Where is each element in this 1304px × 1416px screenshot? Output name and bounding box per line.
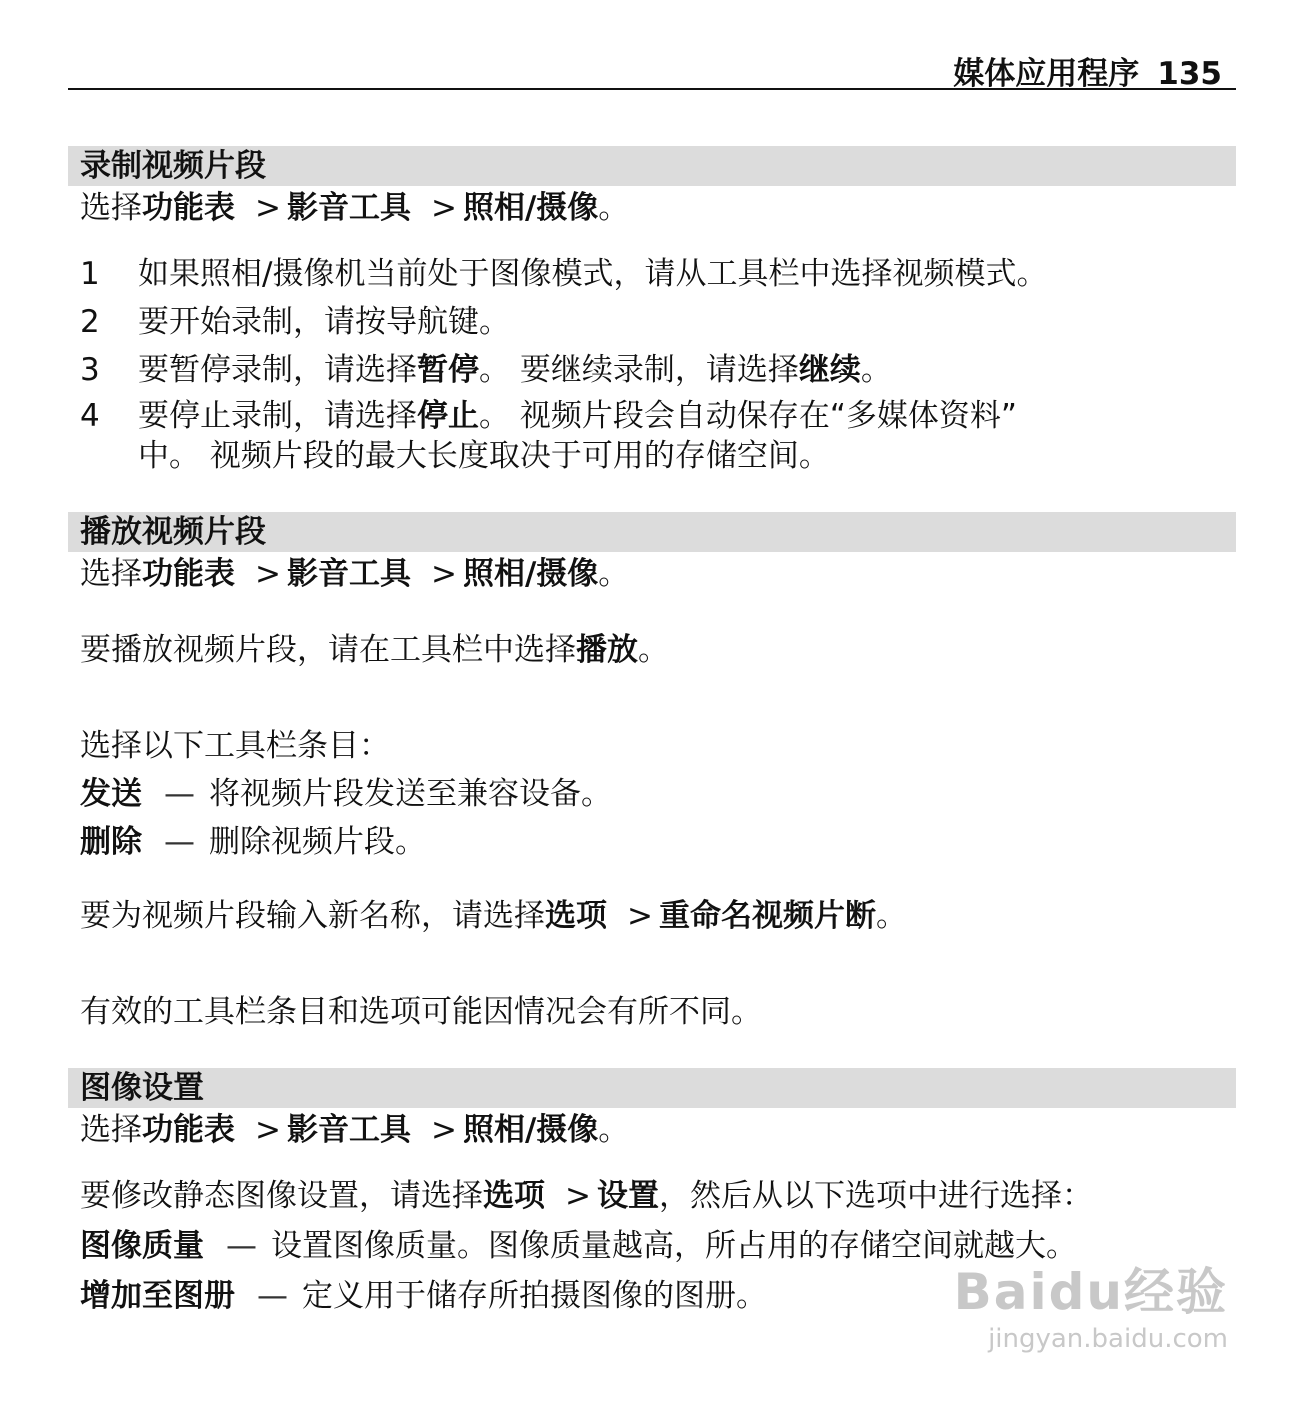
list-item	[68, 300, 1236, 344]
nav-tools: 影音工具	[286, 190, 411, 226]
step-text: 中。 视频片段的最大长度取决于可用的存储空间。	[138, 438, 830, 474]
step-text: 要暂停录制，请选择	[138, 352, 417, 388]
description: 定义用于储存所拍摄图像的图册。	[302, 1278, 767, 1314]
definition-item	[68, 772, 1236, 816]
text: 。	[875, 898, 907, 934]
step-text: 。 视频片段会自动保存在“多媒体资料”	[479, 398, 1017, 434]
nav-menu: 功能表	[142, 556, 235, 592]
paragraph	[68, 628, 1236, 672]
description: 设置图像质量。图像质量越高，所占用的存储空间就越大。	[271, 1228, 1077, 1264]
section-heading-image: 图像设置	[68, 1068, 1236, 1108]
paragraph	[68, 1174, 1236, 1218]
nav-choose: 选择	[80, 556, 142, 592]
nav-sep: >	[565, 1178, 591, 1214]
term: 设置	[596, 1178, 659, 1214]
description: 删除视频片段。	[209, 824, 426, 860]
nav-sep: >	[430, 556, 457, 592]
section-heading-play: 播放视频片段	[68, 512, 1236, 552]
page-content	[68, 146, 1236, 1318]
nav-choose: 选择	[80, 190, 142, 226]
dash: —	[164, 776, 195, 812]
nav-tools: 影音工具	[286, 556, 411, 592]
nav-path	[68, 1108, 1236, 1152]
page-header	[68, 44, 1236, 90]
step-term: 停止	[417, 398, 479, 434]
nav-sep: >	[627, 898, 653, 934]
step-number: 3	[80, 352, 100, 388]
nav-camera: 照相/摄像	[462, 190, 599, 226]
text: 要播放视频片段，请在工具栏中选择	[80, 632, 576, 668]
dash: —	[226, 1228, 257, 1264]
step-number: 4	[80, 398, 100, 434]
step-text: 。	[860, 352, 892, 388]
description: 将视频片段发送至兼容设备。	[209, 776, 612, 812]
nav-sep: >	[255, 190, 281, 226]
list-item	[68, 348, 1236, 392]
term: 选项	[483, 1178, 545, 1214]
text: ，然后从以下选项中进行选择：	[658, 1178, 1093, 1214]
text: 。	[638, 632, 669, 668]
term: 增加至图册	[80, 1278, 235, 1314]
paragraph	[68, 894, 1236, 938]
nav-tools: 影音工具	[286, 1112, 411, 1148]
header-title-area	[953, 48, 1222, 93]
nav-sep: >	[255, 1112, 281, 1148]
definition-item	[68, 1224, 1236, 1268]
term: 图像质量	[80, 1228, 204, 1264]
text: 要为视频片段输入新名称，请选择	[80, 898, 545, 934]
watermark-url: jingyan.baidu.com	[988, 1324, 1228, 1354]
nav-sep: >	[430, 1112, 457, 1148]
step-text: 要开始录制，请按导航键。	[138, 304, 510, 340]
step-number: 1	[80, 256, 100, 292]
list-item	[68, 396, 1236, 476]
paragraph: 有效的工具栏条目和选项可能因情况会有所不同。	[80, 994, 762, 1030]
nav-path	[68, 552, 1236, 596]
definition-item	[68, 820, 1236, 864]
page-number: 135	[1157, 56, 1222, 92]
step-text: 如果照相/摄像机当前处于图像模式，请从工具栏中选择视频模式。	[138, 256, 1048, 292]
nav-choose: 选择	[80, 1112, 142, 1148]
section-heading-record: 录制视频片段	[68, 146, 1236, 186]
nav-path	[68, 186, 1236, 230]
step-term: 继续	[798, 352, 861, 388]
nav-menu: 功能表	[142, 190, 235, 226]
nav-camera: 照相/摄像	[462, 556, 599, 592]
term: 选项	[545, 898, 607, 934]
nav-sep: >	[430, 190, 457, 226]
step-text: 。 要继续录制，请选择	[479, 352, 799, 388]
chapter-title: 媒体应用程序	[953, 56, 1140, 92]
list-item	[68, 252, 1236, 296]
paragraph: 选择以下工具栏条目：	[80, 728, 390, 764]
nav-end: 。	[598, 190, 630, 226]
definition-item	[68, 1274, 1236, 1318]
term: 发送	[80, 776, 142, 812]
step-number: 2	[80, 304, 100, 340]
nav-end: 。	[598, 1112, 630, 1148]
watermark-logo: Baidu经验	[953, 1263, 1228, 1321]
nav-camera: 照相/摄像	[462, 1112, 599, 1148]
dash: —	[257, 1278, 288, 1314]
dash: —	[164, 824, 195, 860]
term: 删除	[80, 824, 142, 860]
nav-sep: >	[255, 556, 281, 592]
text: 要修改静态图像设置，请选择	[80, 1178, 483, 1214]
term: 播放	[576, 632, 638, 668]
step-text: 要停止录制，请选择	[138, 398, 417, 434]
nav-end: 。	[598, 556, 630, 592]
step-term: 暂停	[417, 352, 479, 388]
nav-menu: 功能表	[142, 1112, 235, 1148]
term: 重命名视频片断	[658, 898, 876, 934]
